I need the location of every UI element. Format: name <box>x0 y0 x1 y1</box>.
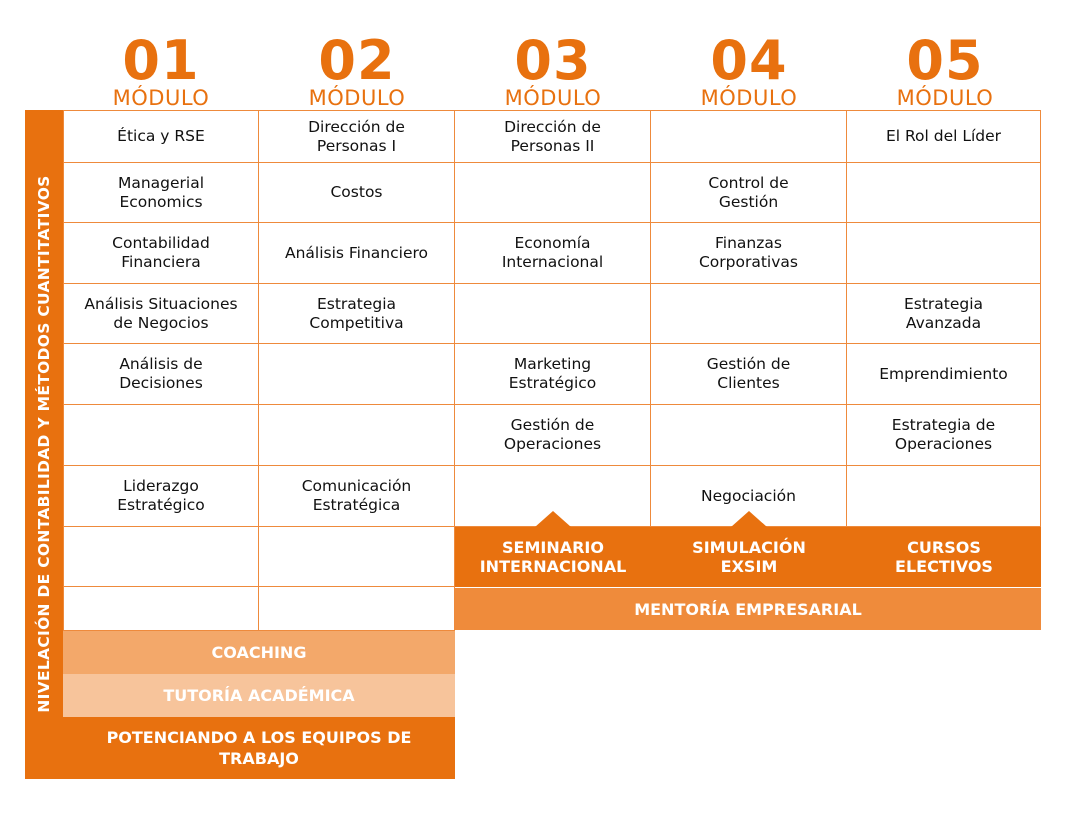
course-cell: Análisis de Decisiones <box>63 344 259 405</box>
module-number: 05 <box>906 29 984 92</box>
empty-cell <box>455 284 651 344</box>
course-cell: Costos <box>259 163 455 223</box>
empty-cell <box>259 587 455 631</box>
module-label: MÓDULO <box>700 86 798 110</box>
module-number: 02 <box>318 29 396 92</box>
side-label: NIVELACIÓN DE CONTABILIDAD Y MÉTODOS CUANTITATIVOS <box>35 175 53 713</box>
empty-cell <box>259 344 455 405</box>
coaching-bar: COACHING <box>63 631 455 674</box>
cursos-electivos-label: CURSOS ELECTIVOS <box>895 538 993 576</box>
empty-cell <box>259 405 455 466</box>
empty-cell <box>651 405 847 466</box>
empty-cell <box>259 526 455 587</box>
empty-cell <box>847 223 1041 284</box>
course-cell: Análisis Situaciones de Negocios <box>63 284 259 344</box>
empty-cell <box>63 526 259 587</box>
empty-cell <box>455 163 651 223</box>
module-number: 01 <box>122 29 200 92</box>
course-cell: Dirección de Personas I <box>259 110 455 163</box>
empty-cell <box>847 163 1041 223</box>
course-cell: Liderazgo Estratégico <box>63 466 259 527</box>
course-cell: Estrategia de Operaciones <box>847 405 1041 466</box>
course-cell: Dirección de Personas II <box>455 110 651 163</box>
empty-cell <box>651 110 847 163</box>
course-cell: Estrategia Avanzada <box>847 284 1041 344</box>
course-cell: Comunicación Estratégica <box>259 466 455 527</box>
simulacion-exsim-label: SIMULACIÓN EXSIM <box>692 538 806 576</box>
module-number: 04 <box>710 29 788 92</box>
course-cell: Estrategia Competitiva <box>259 284 455 344</box>
module-number: 03 <box>514 29 592 92</box>
module-label: MÓDULO <box>896 86 994 110</box>
course-cell: Gestión de Operaciones <box>455 405 651 466</box>
course-cell: Marketing Estratégico <box>455 344 651 405</box>
module-label: MÓDULO <box>112 86 210 110</box>
tutoria-academica-bar: TUTORÍA ACADÉMICA <box>63 674 455 717</box>
mentoria-empresarial-bar: MENTORÍA EMPRESARIAL <box>455 588 1041 630</box>
module-label: MÓDULO <box>308 86 406 110</box>
course-cell: Finanzas Corporativas <box>651 223 847 284</box>
empty-cell <box>63 587 259 631</box>
side-bar <box>25 110 63 779</box>
empty-cell <box>63 405 259 466</box>
empty-cell <box>847 466 1041 527</box>
course-cell: Ética y RSE <box>63 110 259 163</box>
course-cell: El Rol del Líder <box>847 110 1041 163</box>
pointer-triangle <box>731 511 767 527</box>
course-cell: Contabilidad Financiera <box>63 223 259 284</box>
course-cell: Control de Gestión <box>651 163 847 223</box>
course-cell: Análisis Financiero <box>259 223 455 284</box>
potenciando-equipos-bar: POTENCIANDO A LOS EQUIPOS DE TRABAJO <box>63 717 455 779</box>
course-cell: Managerial Economics <box>63 163 259 223</box>
seminario-internacional-label: SEMINARIO INTERNACIONAL <box>479 538 627 576</box>
empty-cell <box>651 284 847 344</box>
course-cell: Negociación <box>651 466 847 527</box>
course-cell: Emprendimiento <box>847 344 1041 405</box>
pointer-triangle <box>535 511 571 527</box>
course-cell: Economía Internacional <box>455 223 651 284</box>
course-cell: Gestión de Clientes <box>651 344 847 405</box>
module-label: MÓDULO <box>504 86 602 110</box>
